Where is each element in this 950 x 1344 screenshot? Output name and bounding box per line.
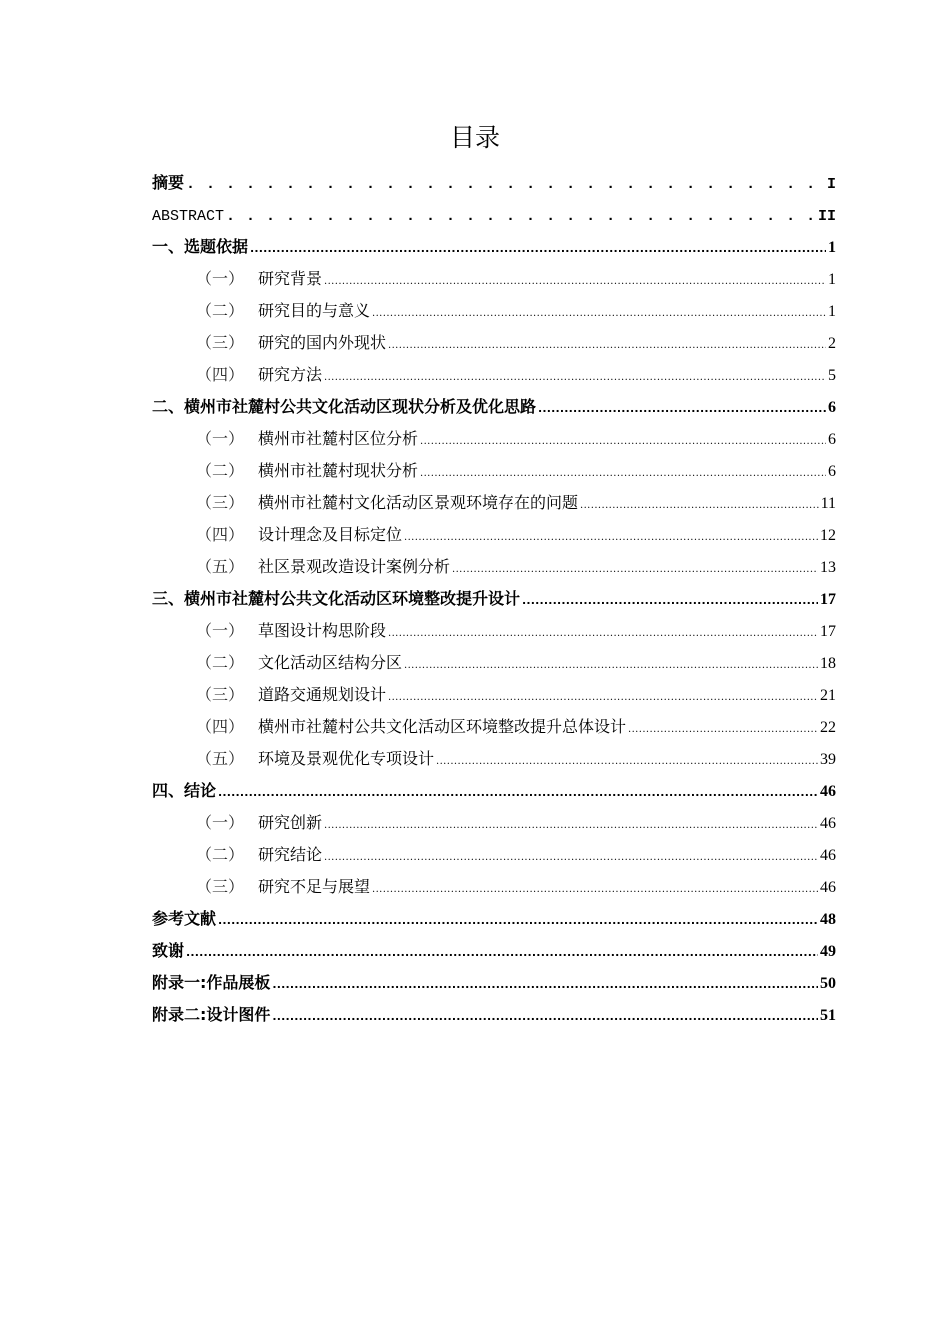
toc-page-number: 18 <box>820 655 836 672</box>
toc-entry[interactable] <box>152 423 836 455</box>
toc-entry-label: 致谢 <box>152 941 185 960</box>
toc-entry-number: （二） <box>196 845 245 864</box>
toc-entry[interactable] <box>152 807 836 839</box>
toc-entry-label <box>196 871 370 903</box>
toc-entry-label: 一、选题依据 <box>152 237 249 256</box>
toc-page-number: 22 <box>820 719 836 736</box>
toc-page-number: 13 <box>820 559 836 576</box>
toc-leader-dots <box>324 263 826 298</box>
toc-entry-text: 文化活动区结构分区 <box>258 653 403 672</box>
toc-entry-label <box>196 807 322 839</box>
toc-entry[interactable] <box>152 647 836 679</box>
toc-entry-label: 参考文献 <box>152 909 217 928</box>
toc-entry-text: 研究目的与意义 <box>258 301 371 320</box>
toc-entry[interactable] <box>152 359 836 391</box>
toc-entry-number: （一） <box>196 269 245 288</box>
toc-leader-dots <box>388 615 818 650</box>
toc-entry-number: （四） <box>196 717 245 736</box>
toc-entry[interactable] <box>152 167 836 199</box>
toc-entry[interactable] <box>152 487 836 519</box>
toc-entry-label <box>196 743 434 775</box>
toc-entry-number: （一） <box>196 813 245 832</box>
toc-leader-dots <box>218 775 818 809</box>
toc-entry-label: ABSTRACT <box>152 208 225 225</box>
toc-entry-label: 二、横州市社麓村公共文化活动区现状分析及优化思路 <box>152 397 537 416</box>
toc-page-number: 5 <box>828 367 836 384</box>
toc-entry-label: 附录一:作品展板 <box>152 973 271 992</box>
toc-leader-dots <box>538 391 826 425</box>
toc-entry-number: （一） <box>196 621 245 640</box>
toc-leader-dots <box>226 199 816 233</box>
toc-entry[interactable] <box>152 391 836 423</box>
toc-entry[interactable] <box>152 903 836 935</box>
toc-page-number: 6 <box>828 463 836 480</box>
toc-entry-text: 横州市社麓村区位分析 <box>258 429 419 448</box>
toc-page-number: 46 <box>820 815 836 832</box>
toc-page-number: 51 <box>820 1007 836 1024</box>
toc-entry[interactable] <box>152 775 836 807</box>
toc-entry[interactable] <box>152 455 836 487</box>
toc-leader-dots <box>388 679 818 714</box>
toc-entry-label <box>196 711 626 743</box>
toc-leader-dots <box>250 231 826 265</box>
toc-entry[interactable] <box>152 839 836 871</box>
toc-entry-text: 研究背景 <box>258 269 323 288</box>
toc-page-number: 50 <box>820 975 836 992</box>
toc-entry[interactable] <box>152 615 836 647</box>
toc-entry-label <box>196 647 402 679</box>
toc-page-number: 46 <box>820 879 836 896</box>
toc-entry[interactable] <box>152 327 836 359</box>
table-of-contents <box>152 167 836 1031</box>
toc-entry-text: 草图设计构思阶段 <box>258 621 387 640</box>
toc-leader-dots <box>628 711 818 746</box>
toc-entry-text: 横州市社麓村文化活动区景观环境存在的问题 <box>258 493 579 512</box>
toc-entry[interactable] <box>152 295 836 327</box>
toc-page-number: 46 <box>820 783 836 800</box>
toc-entry-label: 三、横州市社麓村公共文化活动区环境整改提升设计 <box>152 589 521 608</box>
toc-entry[interactable] <box>152 231 836 263</box>
toc-entry-text: 研究方法 <box>258 365 323 384</box>
toc-entry-label: 摘要 <box>152 173 185 192</box>
toc-leader-dots <box>436 743 818 778</box>
toc-entry-number: （二） <box>196 461 245 480</box>
toc-leader-dots <box>580 487 819 522</box>
toc-entry-label <box>196 327 386 359</box>
toc-entry-number: （三） <box>196 493 245 512</box>
toc-entry-text: 环境及景观优化专项设计 <box>258 749 435 768</box>
toc-entry[interactable] <box>152 935 836 967</box>
toc-entry-number: （二） <box>196 301 245 320</box>
toc-page-number: 11 <box>820 495 836 512</box>
toc-page-number: 46 <box>820 847 836 864</box>
toc-entry-number: （一） <box>196 429 245 448</box>
toc-leader-dots <box>272 967 818 1001</box>
toc-entry-text: 研究创新 <box>258 813 323 832</box>
toc-entry-text: 横州市社麓村现状分析 <box>258 461 419 480</box>
toc-entry[interactable] <box>152 871 836 903</box>
toc-entry[interactable] <box>152 583 836 615</box>
toc-entry[interactable] <box>152 967 836 999</box>
toc-leader-dots <box>452 551 818 586</box>
toc-page-number: 48 <box>820 911 836 928</box>
toc-entry-number: （三） <box>196 685 245 704</box>
toc-entry-number: （四） <box>196 365 245 384</box>
toc-entry-number: （五） <box>196 749 245 768</box>
toc-entry-number: （四） <box>196 525 245 544</box>
toc-leader-dots <box>324 839 818 874</box>
toc-leader-dots <box>186 935 818 969</box>
toc-entry-number: （五） <box>196 557 245 576</box>
toc-entry[interactable] <box>152 263 836 295</box>
toc-entry-text: 研究的国内外现状 <box>258 333 387 352</box>
toc-entry-text: 研究不足与展望 <box>258 877 371 896</box>
toc-leader-dots <box>218 903 818 937</box>
toc-page-number: 6 <box>828 399 836 416</box>
toc-leader-dots <box>420 455 826 490</box>
toc-entry-label <box>196 519 402 551</box>
toc-page-number: 17 <box>820 623 836 640</box>
toc-leader-dots <box>388 327 826 362</box>
toc-entry[interactable] <box>152 711 836 743</box>
toc-entry-text: 道路交通规划设计 <box>258 685 387 704</box>
toc-page-number: 12 <box>820 527 836 544</box>
toc-entry-label <box>196 263 322 295</box>
toc-entry-label <box>196 295 370 327</box>
toc-page-number: 1 <box>828 303 836 320</box>
toc-entry-text: 横州市社麓村公共文化活动区环境整改提升总体设计 <box>258 717 627 736</box>
toc-entry-text: 社区景观改造设计案例分析 <box>258 557 451 576</box>
toc-page-number: 21 <box>820 687 836 704</box>
toc-entry-number: （二） <box>196 653 245 672</box>
toc-entry-label <box>196 551 450 583</box>
toc-entry-label <box>196 423 418 455</box>
toc-entry-label <box>196 839 322 871</box>
toc-leader-dots <box>186 167 825 201</box>
toc-entry-label: 附录二:设计图件 <box>152 1005 271 1024</box>
toc-entry[interactable] <box>152 519 836 551</box>
toc-leader-dots <box>404 647 818 682</box>
toc-leader-dots <box>372 871 818 906</box>
toc-entry-text: 设计理念及目标定位 <box>258 525 403 544</box>
toc-leader-dots <box>324 807 818 842</box>
toc-entry-label <box>196 455 418 487</box>
page-title: 目录 <box>449 123 500 152</box>
toc-entry-number: （三） <box>196 877 245 896</box>
toc-leader-dots <box>372 295 826 330</box>
toc-entry[interactable] <box>152 199 836 231</box>
toc-entry-label <box>196 679 386 711</box>
toc-page-number: 1 <box>828 239 836 256</box>
toc-leader-dots <box>272 999 818 1033</box>
toc-entry-text: 研究结论 <box>258 845 323 864</box>
toc-page-number: 6 <box>828 431 836 448</box>
toc-entry[interactable] <box>152 743 836 775</box>
toc-page-number: 49 <box>820 943 836 960</box>
toc-leader-dots <box>324 359 826 394</box>
toc-entry-label: 四、结论 <box>152 781 217 800</box>
toc-leader-dots <box>522 583 818 617</box>
toc-entry-label <box>196 487 578 519</box>
toc-entry-number: （三） <box>196 333 245 352</box>
toc-page-number: 39 <box>820 751 836 768</box>
toc-entry[interactable] <box>152 999 836 1031</box>
toc-page-number: 17 <box>820 591 836 608</box>
toc-entry-label <box>196 359 322 391</box>
toc-entry-label <box>196 615 386 647</box>
toc-page-number: I <box>826 176 836 193</box>
toc-page-number: 1 <box>828 271 836 288</box>
toc-entry[interactable] <box>152 551 836 583</box>
toc-page-number: 2 <box>828 335 836 352</box>
toc-entry[interactable] <box>152 679 836 711</box>
toc-leader-dots <box>420 423 826 458</box>
toc-page-number: II <box>817 208 836 225</box>
toc-leader-dots <box>404 519 818 554</box>
